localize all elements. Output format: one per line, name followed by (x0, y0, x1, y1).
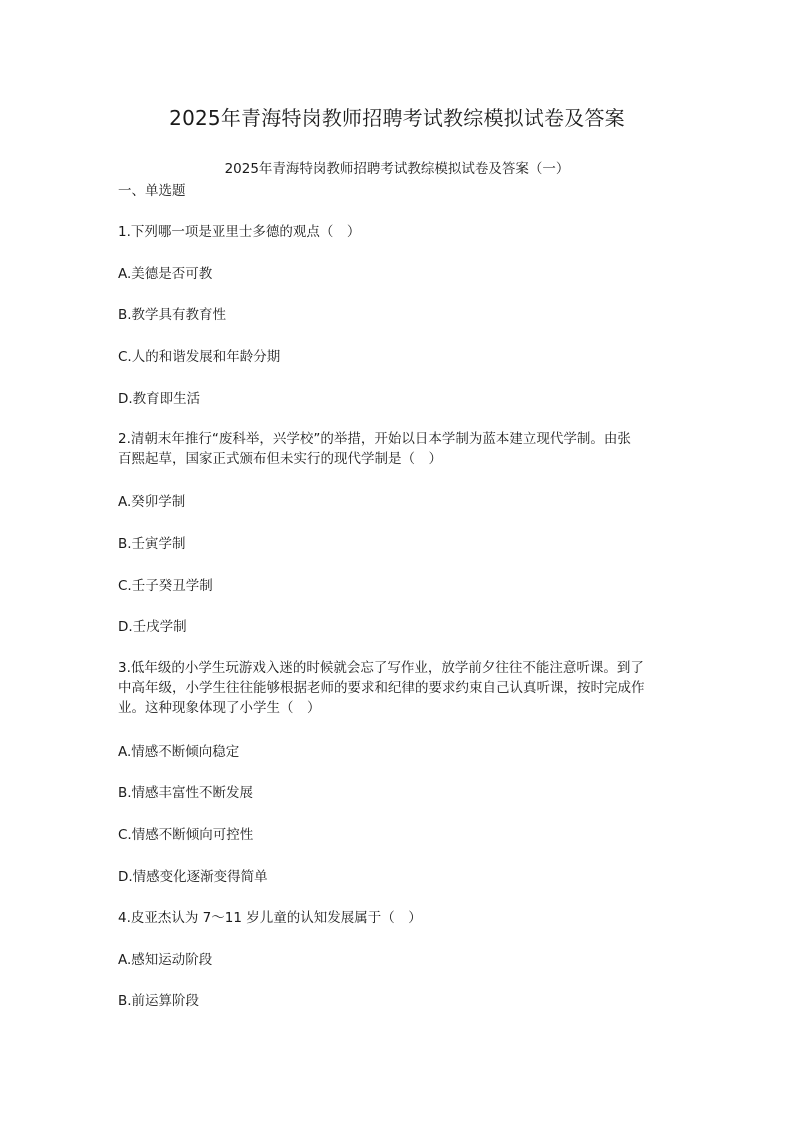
question-3-stem-line-3: 业。这种现象体现了小学生（ ） (118, 700, 321, 716)
question-4-stem: 4.皮亚杰认为 7～11 岁儿童的认知发展属于（ ） (118, 910, 422, 926)
question-3-option-b: B.情感丰富性不断发展 (118, 785, 254, 801)
question-1-option-c: C.人的和谐发展和年龄分期 (118, 349, 281, 365)
question-4-option-a: A.感知运动阶段 (118, 952, 213, 968)
question-3-option-d: D.情感变化逐渐变得简单 (118, 869, 268, 885)
question-1-option-a: A.美德是否可教 (118, 266, 213, 282)
question-3-option-c: C.情感不断倾向可控性 (118, 827, 254, 843)
question-2-option-a: A.癸卯学制 (118, 494, 186, 510)
question-2-option-d: D.壬戌学制 (118, 619, 187, 635)
question-4-option-b: B.前运算阶段 (118, 993, 200, 1009)
question-3-option-a: A.情感不断倾向稳定 (118, 744, 240, 760)
question-3-stem-line-2: 中高年级，小学生往往能够根据老师的要求和纪律的要求约束自己认真听课，按时完成作 (118, 680, 645, 696)
question-1-option-b: B.教学具有教育性 (118, 307, 227, 323)
question-1-stem: 1.下列哪一项是亚里士多德的观点（ ） (118, 224, 361, 240)
question-2-option-c: C.壬子癸丑学制 (118, 578, 213, 594)
section-heading: 一、单选题 (118, 183, 186, 199)
question-2-stem-line-2: 百熙起草，国家正式颁布但未实行的现代学制是（ ） (118, 451, 442, 467)
question-2-stem-line-1: 2.清朝末年推行“废科举，兴学校”的举措，开始以日本学制为蓝本建立现代学制。由张 (118, 431, 631, 447)
question-2-stem (118, 429, 678, 469)
document-subtitle: 2025年青海特岗教师招聘考试教综模拟试卷及答案（一） (224, 161, 570, 177)
question-3-stem (118, 658, 678, 718)
question-2-option-b: B.壬寅学制 (118, 536, 186, 552)
question-1-option-d: D.教育即生活 (118, 391, 201, 407)
question-3-stem-line-1: 3.低年级的小学生玩游戏入迷的时候就会忘了写作业，放学前夕往往不能注意听课。到了 (118, 660, 644, 676)
document-title: 2025年青海特岗教师招聘考试教综模拟试卷及答案 (169, 106, 625, 130)
